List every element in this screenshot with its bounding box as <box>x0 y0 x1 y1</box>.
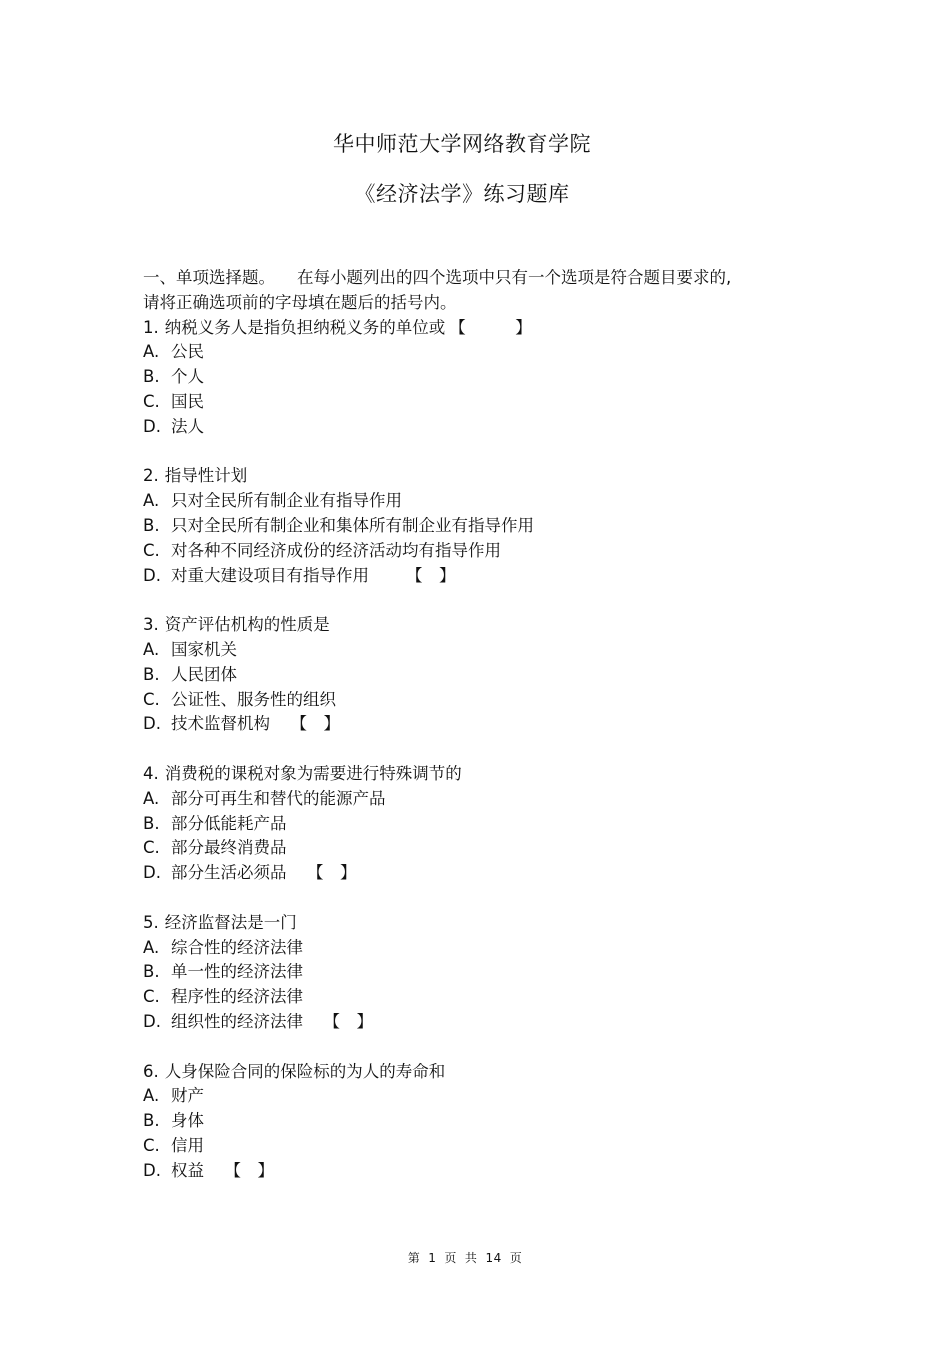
course-title: 《经济法学》练习题库 <box>354 182 570 206</box>
option-a <box>143 787 813 812</box>
answer-bracket[interactable]: 【 】 <box>224 1160 274 1180</box>
option-text: 部分生活必须品 <box>171 863 303 883</box>
question-text: 人身保险合同的保险标的为人的寿命和 <box>164 1061 446 1081</box>
option-letter: A. <box>143 1086 160 1106</box>
option-letter: C. <box>143 540 160 560</box>
question-section <box>143 266 813 1183</box>
question-text: 纳税义务人是指负担纳税义务的单位或 <box>164 317 446 337</box>
option-text: 部分低能耗产品 <box>171 813 287 833</box>
question-stem <box>143 911 813 936</box>
option-letter: B. <box>143 664 160 684</box>
option-text: 公民 <box>171 342 204 362</box>
page-footer <box>0 1249 940 1266</box>
question-item <box>143 316 813 440</box>
question-stem <box>143 1060 813 1085</box>
footer-mid: 页 <box>444 1251 457 1265</box>
option-text: 单一性的经济法律 <box>171 962 303 982</box>
question-spacer <box>143 737 813 762</box>
question-number: 4. <box>143 763 159 783</box>
footer-prefix: 第 <box>407 1251 421 1265</box>
question-text: 消费税的课税对象为需要进行特殊调节的 <box>164 763 462 783</box>
section-label: 一、单项选择题。 <box>143 268 275 287</box>
question-item <box>143 737 813 886</box>
answer-bracket[interactable]: 【 】 <box>290 714 340 734</box>
question-item <box>143 886 813 1035</box>
question-text: 指导性计划 <box>164 466 248 486</box>
option-c <box>143 1134 813 1159</box>
option-a <box>143 489 813 514</box>
option-text: 部分最终消费品 <box>171 838 287 858</box>
option-letter: C. <box>143 1135 160 1155</box>
option-a <box>143 340 813 365</box>
option-d <box>143 861 813 886</box>
option-d <box>143 415 813 440</box>
option-a <box>143 638 813 663</box>
question-item <box>143 1035 813 1184</box>
question-list <box>143 316 813 1184</box>
section-intro-line-2 <box>143 291 813 316</box>
question-number: 6. <box>143 1061 159 1081</box>
option-b <box>143 663 813 688</box>
option-letter: C. <box>143 689 160 709</box>
option-a <box>143 936 813 961</box>
option-text: 对重大建设项目有指导作用 <box>171 565 402 585</box>
answer-bracket[interactable]: 【 】 <box>406 565 456 585</box>
option-text: 身体 <box>171 1111 204 1131</box>
section-intro-line-1 <box>143 266 813 291</box>
option-text: 国家机关 <box>171 639 237 659</box>
question-spacer <box>143 886 813 911</box>
section-instruction-2: 请将正确选项前的字母填在题后的括号内。 <box>143 292 457 312</box>
option-letter: D. <box>143 565 161 585</box>
option-text: 只对全民所有制企业有指导作用 <box>171 491 402 511</box>
option-text: 技术监督机构 <box>171 714 287 734</box>
option-text: 信用 <box>171 1135 204 1155</box>
footer-total-pages: 14 <box>485 1251 502 1265</box>
option-letter: C. <box>143 838 160 858</box>
question-spacer <box>143 588 813 613</box>
option-letter: B. <box>143 1111 160 1131</box>
option-letter: B. <box>143 515 160 535</box>
question-stem <box>143 613 813 638</box>
option-text: 组织性的经济法律 <box>171 1011 320 1031</box>
footer-current-page: 1 <box>428 1251 437 1265</box>
option-b <box>143 365 813 390</box>
option-c <box>143 688 813 713</box>
option-d <box>143 712 813 737</box>
option-letter: D. <box>143 1160 161 1180</box>
option-b <box>143 514 813 539</box>
question-stem <box>143 762 813 787</box>
option-text: 部分可再生和替代的能源产品 <box>171 788 386 808</box>
answer-bracket[interactable]: 【 】 <box>307 863 357 883</box>
option-letter: A. <box>143 342 160 362</box>
answer-bracket[interactable]: 【 】 <box>323 1011 373 1031</box>
option-text: 财产 <box>171 1086 204 1106</box>
question-item <box>143 588 813 737</box>
section-instruction-1: 在每小题列出的四个选项中只有一个选项是符合题目要求的, <box>297 268 732 287</box>
option-letter: A. <box>143 491 160 511</box>
option-c <box>143 390 813 415</box>
option-text: 权益 <box>171 1160 221 1180</box>
footer-suffix: 页 <box>509 1251 523 1265</box>
question-stem <box>143 464 813 489</box>
option-b <box>143 812 813 837</box>
question-text: 经济监督法是一门 <box>164 912 297 932</box>
option-letter: A. <box>143 937 160 957</box>
option-letter: D. <box>143 714 161 734</box>
question-number: 5. <box>143 912 159 932</box>
question-stem <box>143 316 813 341</box>
option-letter: B. <box>143 367 160 387</box>
option-text: 人民团体 <box>171 664 237 684</box>
option-d <box>143 1159 813 1184</box>
option-letter: D. <box>143 1011 161 1031</box>
option-text: 只对全民所有制企业和集体所有制企业有指导作用 <box>171 515 534 535</box>
option-text: 对各种不同经济成份的经济活动均有指导作用 <box>171 540 501 560</box>
option-letter: B. <box>143 962 160 982</box>
question-text: 资产评估机构的性质是 <box>164 615 330 635</box>
option-c <box>143 539 813 564</box>
option-letter: A. <box>143 788 160 808</box>
option-letter: C. <box>143 987 160 1007</box>
option-letter: A. <box>143 639 160 659</box>
question-spacer <box>143 1035 813 1060</box>
option-letter: C. <box>143 391 160 411</box>
option-d <box>143 564 813 589</box>
question-number: 3. <box>143 615 159 635</box>
question-number: 2. <box>143 466 159 486</box>
option-letter: D. <box>143 416 161 436</box>
option-text: 程序性的经济法律 <box>171 987 303 1007</box>
option-text: 个人 <box>171 367 204 387</box>
option-letter: B. <box>143 813 160 833</box>
option-text: 公证性、服务性的组织 <box>171 689 336 709</box>
option-c <box>143 985 813 1010</box>
option-letter: D. <box>143 863 161 883</box>
question-number: 1. <box>143 317 159 337</box>
option-d <box>143 1010 813 1035</box>
option-text: 综合性的经济法律 <box>171 937 303 957</box>
school-title: 华中师范大学网络教育学院 <box>333 132 591 156</box>
option-text: 法人 <box>171 416 204 436</box>
question-spacer <box>143 440 813 465</box>
option-c <box>143 836 813 861</box>
option-text: 国民 <box>171 391 204 411</box>
question-item <box>143 440 813 589</box>
option-a <box>143 1084 813 1109</box>
option-b <box>143 1109 813 1134</box>
footer-total-prefix: 共 <box>464 1251 478 1265</box>
answer-bracket[interactable]: 【 】 <box>449 317 532 337</box>
option-b <box>143 960 813 985</box>
